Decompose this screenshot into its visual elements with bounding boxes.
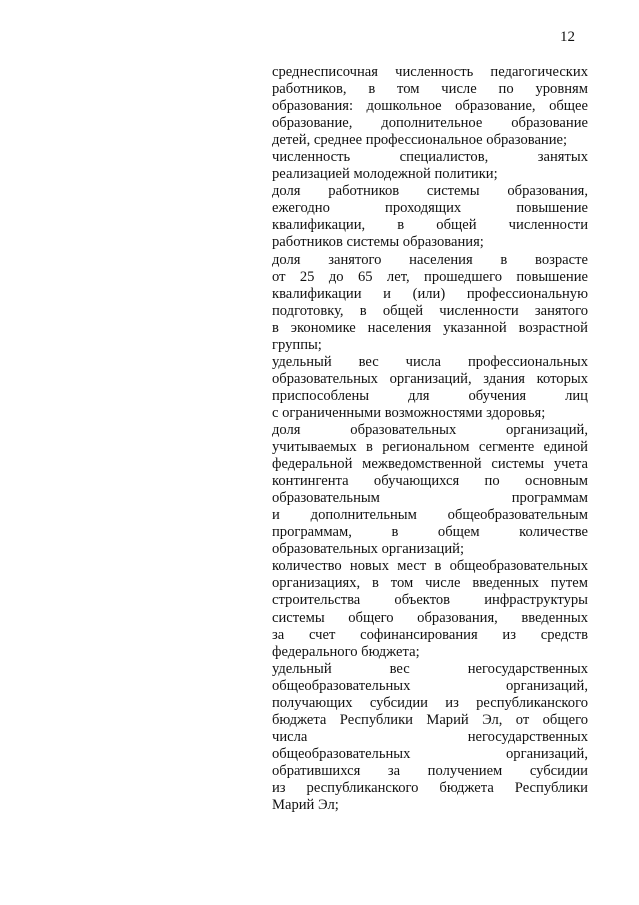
text-line: с ограниченными возможностями здоровья; <box>272 404 546 421</box>
text-line: подготовку, в общей численности занятого <box>272 302 588 319</box>
text-line: из республиканского бюджета Республики <box>272 779 588 796</box>
text-line: контингента обучающихся по основным <box>272 473 588 490</box>
text-line: образования: дошкольное образование, общее <box>272 98 588 115</box>
text-line: среднесписочная численность педагогических <box>272 64 588 80</box>
text-line: организациях, в том числе введенных путем <box>272 575 588 592</box>
text-line: доля занятого населения в возрасте <box>272 251 588 268</box>
text-line: удельный вес числа профессиональных <box>272 353 588 370</box>
text-line: доля образовательных организаций, <box>272 421 588 438</box>
text-line: работников, в том числе по уровням <box>272 81 588 98</box>
text-line: квалификации, в общей численности <box>272 217 588 234</box>
text-line: образовательных организаций, здания которых <box>272 370 588 387</box>
text-line: в экономике населения указанной возрастной <box>272 319 588 336</box>
document-body <box>272 64 588 814</box>
text-line: образование, дополнительное образование <box>272 115 588 132</box>
text-line: общеобразовательных организаций, <box>272 677 588 694</box>
text-line: количество новых мест в общеобразовательных <box>272 558 588 575</box>
text-line: образовательным программам <box>272 490 588 507</box>
text-line: обратившихся за получением субсидии <box>272 762 588 779</box>
text-line: работников системы образования; <box>272 234 484 251</box>
text-line: реализацией молодежной политики; <box>272 166 498 183</box>
text-line: доля работников системы образования, <box>272 183 588 200</box>
text-line: федеральной межведомственной системы учета <box>272 456 588 473</box>
text-line: численность специалистов, занятых <box>272 149 588 166</box>
text-line: числа негосударственных <box>272 728 588 745</box>
text-line: общеобразовательных организаций, <box>272 745 588 762</box>
text-line: квалификации и (или) профессиональную <box>272 285 588 302</box>
text-line: за счет софинансирования из средств <box>272 626 588 643</box>
text-line: приспособлены для обучения лиц <box>272 387 588 404</box>
text-line: программам, в общем количестве <box>272 524 588 541</box>
text-line: учитываемых в региональном сегменте единой <box>272 439 588 456</box>
text-line: ежегодно проходящих повышение <box>272 200 588 217</box>
text-line: образовательных организаций; <box>272 541 465 558</box>
text-line: получающих субсидии из республиканского <box>272 694 588 711</box>
text-line: Марий Эл; <box>272 797 339 814</box>
text-line: детей, среднее профессиональное образование; <box>272 132 568 149</box>
page-number: 12 <box>560 29 575 45</box>
text-line: бюджета Республики Марий Эл, от общего <box>272 711 588 728</box>
text-line: и дополнительным общеобразовательным <box>272 507 588 524</box>
text-line: от 25 до 65 лет, прошедшего повышение <box>272 268 588 285</box>
text-line: системы общего образования, введенных <box>272 609 588 626</box>
text-line: строительства объектов инфраструктуры <box>272 592 588 609</box>
text-line: группы; <box>272 336 322 353</box>
text-line: федерального бюджета; <box>272 643 420 660</box>
text-line: удельный вес негосударственных <box>272 660 588 677</box>
